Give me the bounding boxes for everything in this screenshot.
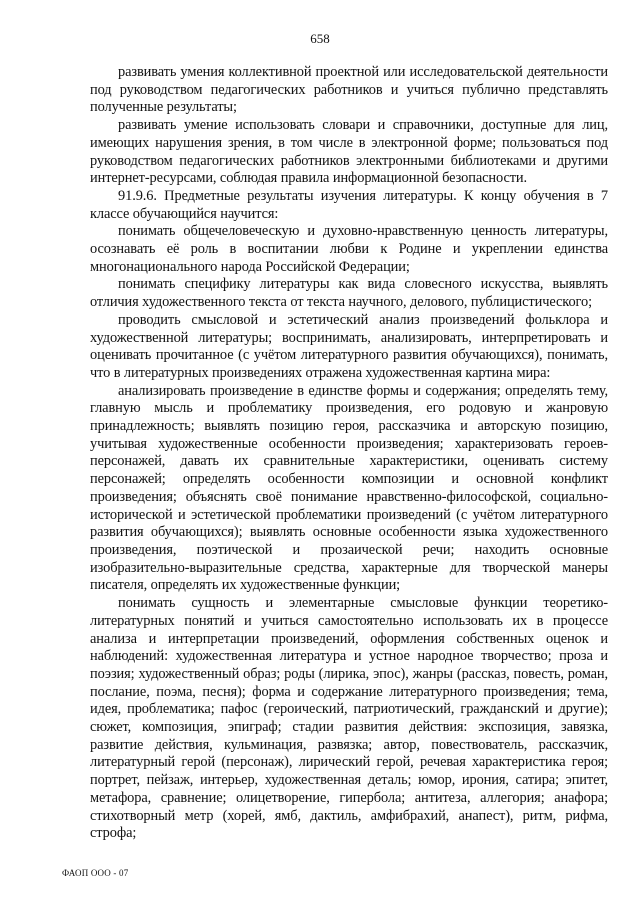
document-body	[90, 64, 608, 843]
paragraph: проводить смысловой и эстетический анализ произведений фольклора и художественной литературы; воспринимать, анализировать, интерпретировать и оценивать прочитанное (с учётом литературного развития обучающихся), понимать, что в литературных произведениях отражена художественная картина мира:	[90, 311, 608, 381]
document-code-footer: ФАОП ООО - 07	[62, 868, 129, 878]
paragraph: понимать общечеловеческую и духовно-нравственную ценность литературы, осознавать её роль в воспитании любви к Родине и укреплении единства многонационального народа Российской Федерации;	[90, 223, 608, 275]
paragraph: развивать умение использовать словари и справочники, доступные для лиц, имеющих нарушения зрения, в том числе в электронной форме; пользоваться под руководством педагогических работников электронными библиотеками и другими интернет-ресурсами, соблюдая правила информационной безопасности.	[90, 117, 608, 187]
paragraph: понимать специфику литературы как вида словесного искусства, выявлять отличия художественного текста от текста научного, делового, публицистического;	[90, 276, 608, 311]
paragraph: 91.9.6. Предметные результаты изучения литературы. К концу обучения в 7 классе обучающийся научится:	[90, 187, 608, 222]
paragraph: развивать умения коллективной проектной или исследовательской деятельности под руководством педагогических работников и учиться публично представлять полученные результаты;	[90, 64, 608, 116]
paragraph: анализировать произведение в единстве формы и содержания; определять тему, главную мысль и проблематику произведения, его родовую и жанровую принадлежность; выявлять позицию героя, рассказчика и авторскую позицию, учитывая художественные особенности произведения; характеризовать героев-персонажей, давать их сравнительные характеристики, оценивать систему персонажей; определять особенности композиции и основной конфликт произведения; объяснять своё понимание нравственно-философской, социально-исторической и эстетической проблематики произведений (с учётом литературного развития обучающихся); выявлять основные особенности языка художественного произведения, поэтической и прозаической речи; находить основные изобразительно-выразительные средства, характерные для творческой манеры писателя, определять их художественные функции;	[90, 382, 608, 594]
page-number: 658	[310, 31, 330, 46]
paragraph: понимать сущность и элементарные смысловые функции теоретико-литературных понятий и учиться самостоятельно использовать их в процессе анализа и интерпретации произведений, оформления собственных оценок и наблюдений: художественная литература и устное народное творчество; проза и поэзия; художественный образ; роды (лирика, эпос), жанры (рассказ, повесть, роман, послание, поэма, песня); форма и содержание литературного произведения; тема, идея, проблематика; пафос (героический, патриотический, гражданский и другие); сюжет, композиция, эпиграф; стадии развития действия: экспозиция, завязка, развитие действия, кульминация, развязка; автор, повествователь, рассказчик, литературный герой (персонаж), лирический герой, речевая характеристика героя; портрет, пейзаж, интерьер, художественная деталь; юмор, ирония, сатира; эпитет, метафора, сравнение; олицетворение, гипербола; антитеза, аллегория; анафора; стихотворный метр (хорей, ямб, дактиль, амфибрахий, анапест), ритм, рифма, строфа;	[90, 595, 608, 842]
